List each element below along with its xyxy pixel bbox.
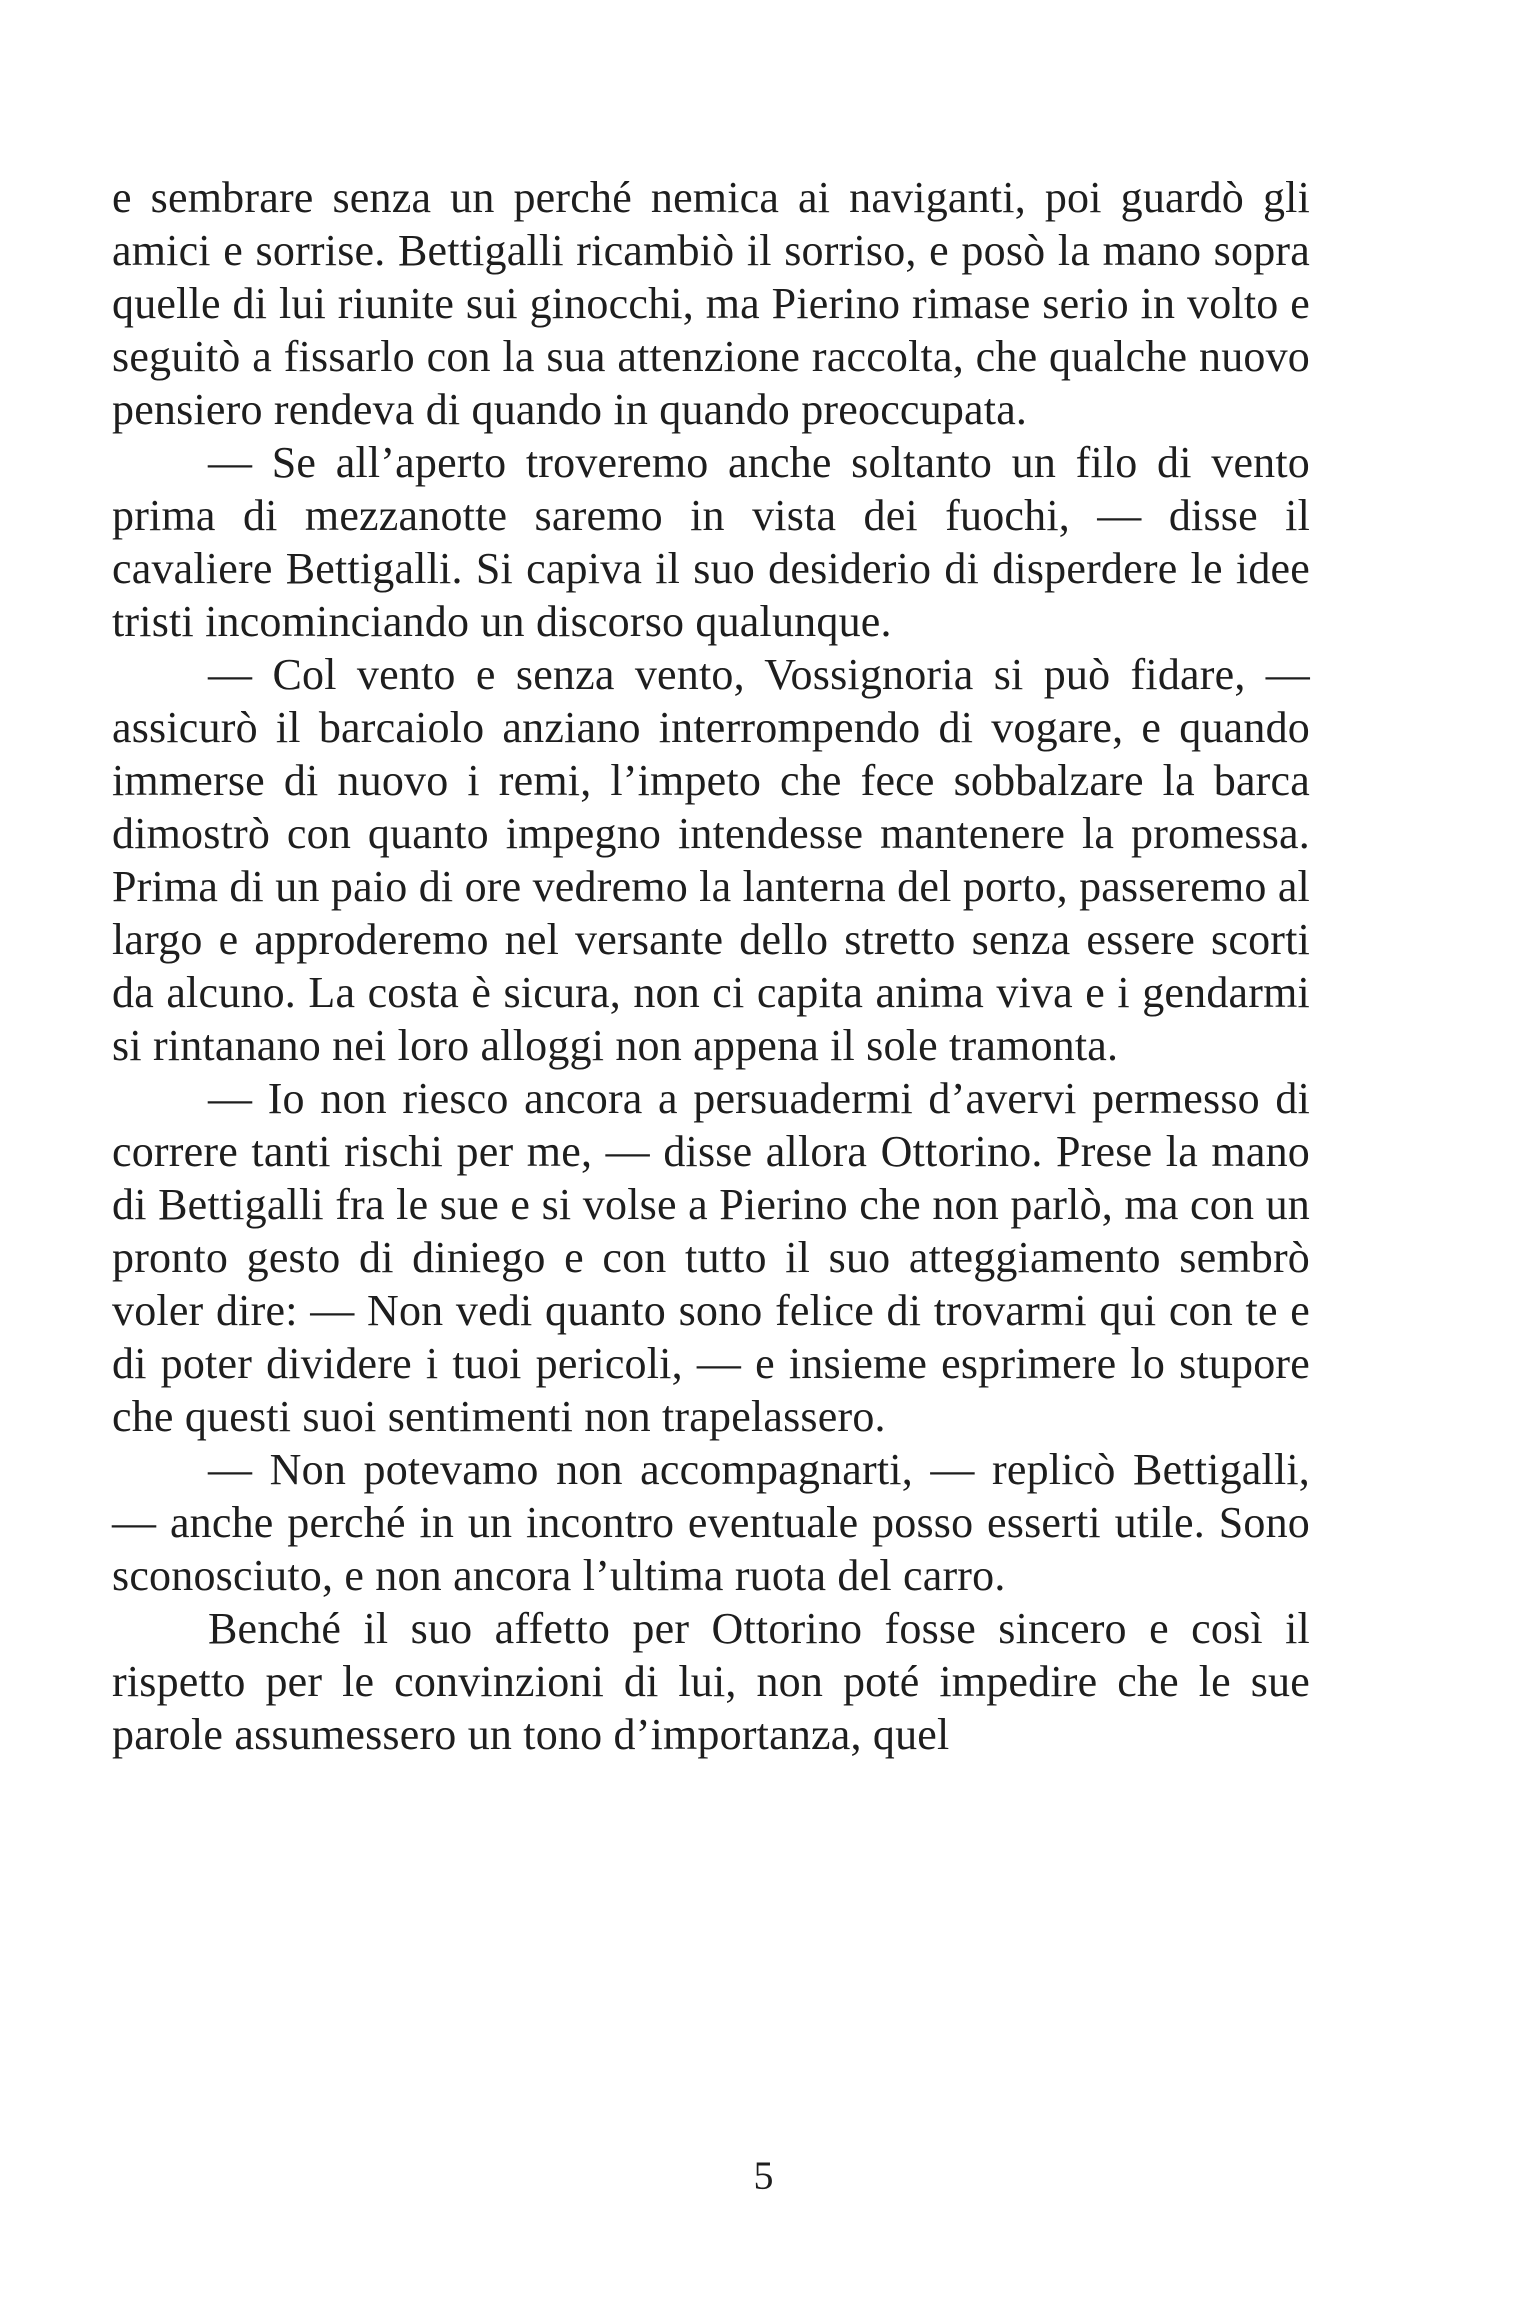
paragraph-1: e sembrare senza un perché nemica ai naviganti, poi guardò gli amici e sorrise. Bettigalli ricambiò il sorriso, e posò la mano sopra quelle di lui riunite sui ginocchi, ma Pierino rimase serio in volto e seguitò a fissarlo con la sua attenzione raccolta, che qualche nuovo pensiero rendeva di quando in quando preoccupata. (112, 173, 1310, 434)
paragraph-6: Benché il suo affetto per Ottorino fosse sincero e così il rispetto per le convinzioni di lui, non poté impedire che le sue parole assumessero un tono d’importanza, quel (112, 1604, 1310, 1759)
paragraph-4: — Io non riesco ancora a persuadermi d’avervi permesso di correre tanti rischi per me, — disse allora Ottorino. Prese la mano di Bettigalli fra le sue e si volse a Pierino che non parlò, ma con un pronto gesto di diniego e con tutto il suo atteggiamento sembrò voler dire: — Non vedi quanto sono felice di trovarmi qui con te e di poter dividere i tuoi pericoli, — e insieme esprimere lo stupore che questi suoi sentimenti non trapelassero. (112, 1074, 1310, 1441)
paragraph-2: — Se all’aperto troveremo anche soltanto un filo di vento prima di mezzanotte saremo in vista dei fuochi, — disse il cavaliere Bettigalli. Si capiva il suo desiderio di disperdere le idee tristi incominciando un discorso qualunque. (112, 438, 1310, 646)
body-text (112, 171, 1310, 1761)
paragraph-3: — Col vento e senza vento, Vossignoria si può fidare, — assicurò il barcaiolo anziano interrompendo di vogare, e quando immerse di nuovo i remi, l’impeto che fece sobbalzare la barca dimostrò con quanto impegno intendesse mantenere la promessa. Prima di un paio di ore vedremo la lanterna del porto, passeremo al largo e approderemo nel versante dello stretto senza essere scorti da alcuno. La costa è sicura, non ci capita anima viva e i gendarmi si rintanano nei loro alloggi non appena il sole tramonta. (112, 650, 1310, 1070)
page-number: 5 (753, 2153, 774, 2198)
paragraph-5: — Non potevamo non accompagnarti, — replicò Bettigalli, — anche perché in un incontro eventuale posso esserti utile. Sono sconosciuto, e non ancora l’ultima ruota del carro. (112, 1445, 1310, 1600)
